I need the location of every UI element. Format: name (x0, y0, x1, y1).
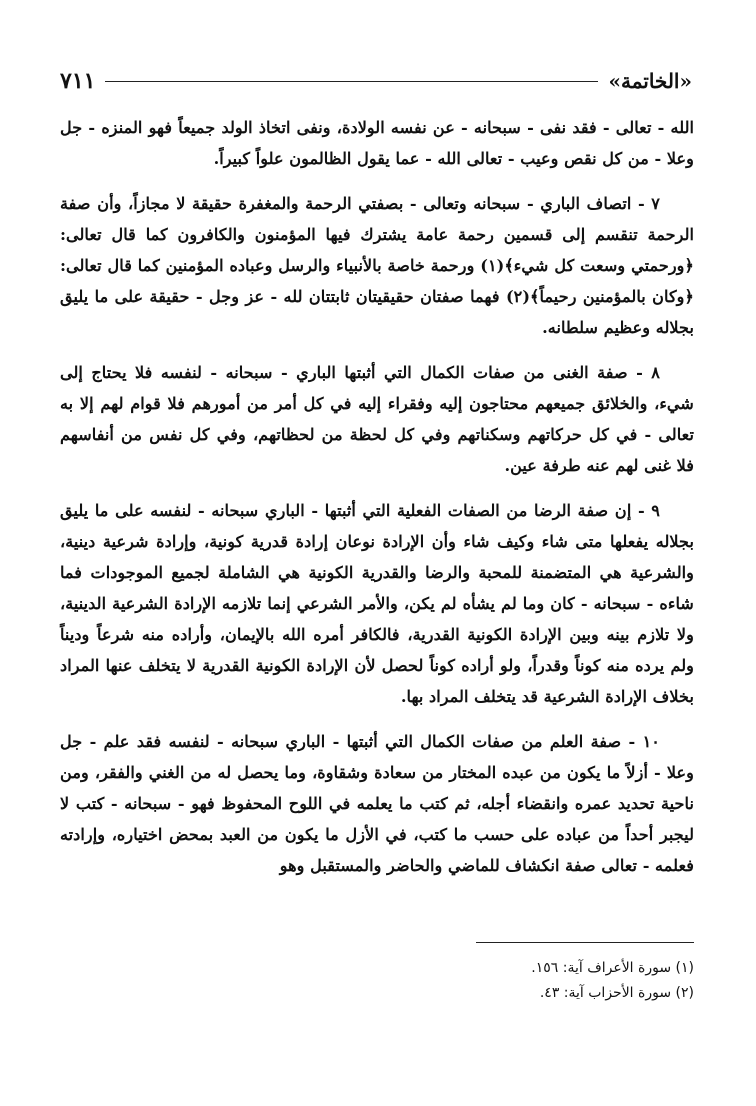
footnote: (٢) سورة الأحزاب آية: ٤٣. (539, 985, 694, 1001)
header-rule (105, 81, 598, 82)
body-text (60, 112, 694, 895)
page-number: ٧١١ (60, 68, 96, 94)
paragraph: الله - تعالى - فقد نفى - سبحانه - عن نفسه الولادة، ونفى اتخاذ الولد جميعاً فهو المنزه - جل وعلا - من كل نقص وعيب - تعالى الله - عما يقول الظالمون علواً كبيراً. (60, 118, 694, 168)
footnotes (300, 956, 694, 1006)
page-header (60, 66, 692, 96)
paragraph: ٧ - اتصاف الباري - سبحانه وتعالى - بصفتي الرحمة والمغفرة حقيقة لا مجازاً، وأن صفة الرحمة تنقسم إلى قسمين رحمة عامة يشترك فيها المؤمنون والكافرون كما قال تعالى: ﴿ورحمتي وسعت كل شيء﴾(١) ورحمة خاصة بالأنبياء والرسل وعباده المؤمنين كما قال تعالى: ﴿وكان بالمؤمنين رحيماً﴾(٢) فهما صفتان حقيقيتان ثابتتان لله - عز وجل - حقيقة على ما يليق بجلاله وعظيم سلطانه. (60, 194, 694, 337)
footnote-rule (476, 942, 694, 943)
paragraph: ١٠ - صفة العلم من صفات الكمال التي أثبتها - الباري سبحانه - لنفسه فقد علم - جل وعلا - أزلاً ما يكون من عبده المختار من سعادة وشقاوة، وما يحصل له من الغني والفقر، ومن ناحية تحديد عمره وانقضاء أجله، ثم كتب ما يعلمه في اللوح المحفوظ فهو - سبحانه - كتب لا ليجبر أحداً من عباده على حسب ما كتب، في الأزل ما يكون من العبد بمحض اختياره، وإرادته فعلمه - تعالى صفة انكشاف للماضي والحاضر والمستقبل وهو (60, 732, 694, 875)
chapter-title: «الخاتمة» (608, 69, 692, 93)
footnote: (١) سورة الأعراف آية: ١٥٦. (531, 960, 694, 976)
paragraph: ٨ - صفة الغنى من صفات الكمال التي أثبتها الباري - سبحانه - لنفسه فلا يحتاج إلى شيء، والخلائق جميعهم محتاجون إليه وفقراء إليه في كل أمر من أمورهم فلا قوام لهم إلا به تعالى - في كل حركاتهم وسكناتهم وفي كل لحظة من لحظاتهم، وفي كل نفس من أنفاسهم فلا غنى لهم عنه طرفة عين. (60, 363, 694, 475)
paragraph: ٩ - إن صفة الرضا من الصفات الفعلية التي أثبتها - الباري سبحانه - لنفسه على ما يليق بجلاله يفعلها متى شاء وكيف شاء وأن الإرادة نوعان إرادة قدرية كونية، وإرادة شرعية دينية، والشرعية هي المتضمنة للمحبة والرضا والقدرية الكونية هي الشاملة لجميع الموجودات فما شاءه - سبحانه - كان وما لم يشأه لم يكن، والأمر الشرعي إنما تلازمه الإرادة الشرعية الدينية، ولا تلازم بينه وبين الإرادة الكونية القدرية، فالكافر أمره الله بالإيمان، وأراده منه شرعاً وديناً ولم يرده منه كوناً وقدراً، ولو أراده كوناً لحصل لأن الإرادة الكونية القدرية لا يتخلف عنها المراد بخلاف الإرادة الشرعية قد يتخلف المراد بها. (60, 501, 694, 706)
